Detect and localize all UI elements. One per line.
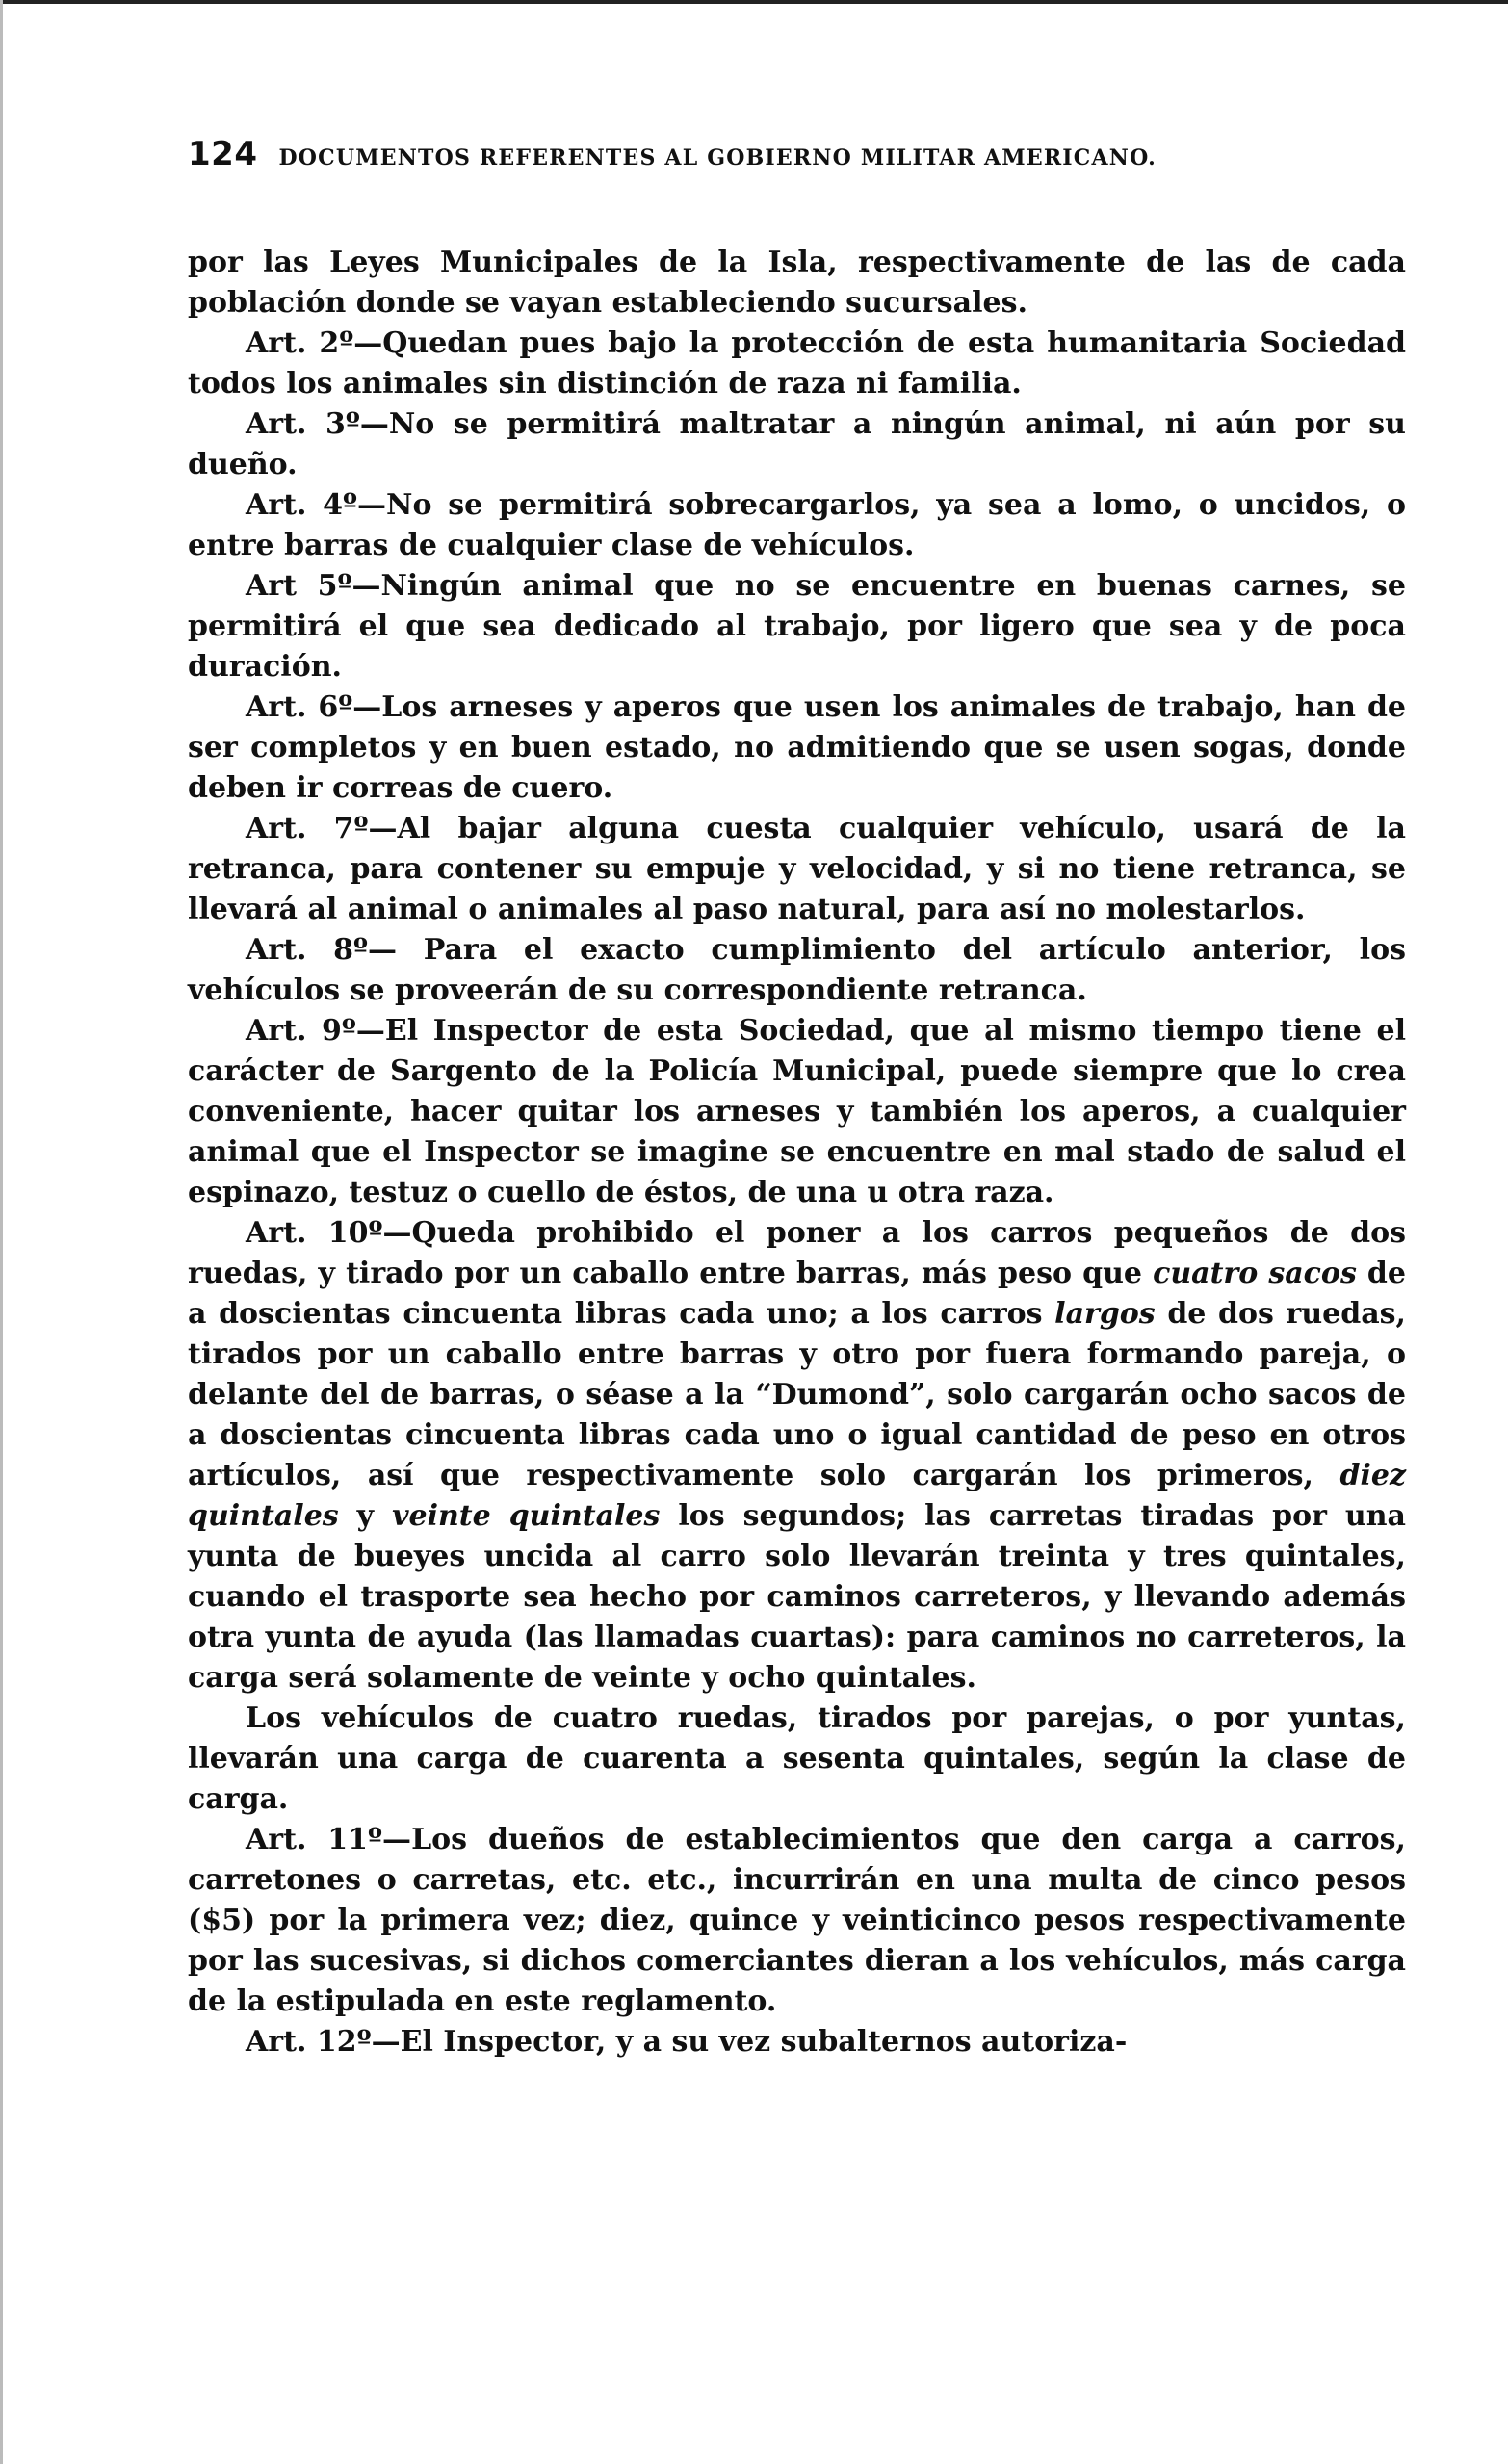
article-number: Art 5º— (246, 569, 381, 603)
article-number: Art. 6º— (246, 690, 382, 724)
article-number: Art. 7º— (246, 812, 398, 845)
body-text (188, 243, 1406, 2062)
article-text: Los arneses y aperos que usen los animales de trabajo, han de ser completos y en buen estado, no admitiendo que se usen sogas, donde deben ir correas de cuero. (188, 690, 1407, 805)
page-number: 124 (188, 135, 258, 173)
paragraph-text: Los vehículos de cuatro ruedas, tirados por parejas, o por yuntas, llevarán una carga de cuarenta a sesenta quintales, según la clase de carga. (188, 1701, 1406, 1816)
paragraph-four-wheel-vehicles (188, 1699, 1406, 1820)
article-text: No se permitirá maltratar a ningún animal, ni aún por su dueño. (188, 407, 1406, 481)
running-head (188, 135, 1406, 193)
article-8 (188, 930, 1406, 1011)
article-text-part: de a doscientas cincuenta libras cada uno; a los carros (188, 1257, 1406, 1331)
scan-edge-top (0, 0, 1508, 4)
article-text-part: de dos ruedas, tirados por un caballo entre barras y otro por fuera formando pareja, o delante del de barras, o séase a la “Dumond”, solo cargarán ocho sacos de a doscientas cincuenta libras cada uno o igual cantidad de peso en otros artículos, así que respectivamente solo cargarán los primeros, (188, 1297, 1406, 1492)
article-4 (188, 485, 1406, 566)
article-text-italic: cuatro sacos (1153, 1257, 1357, 1290)
article-number: Art. 8º— (246, 933, 424, 967)
article-text: Para el exacto cumplimiento del artículo anterior, los vehículos se proveerán de su correspondiente retranca. (188, 933, 1406, 1007)
article-number: Art. 4º— (246, 488, 387, 522)
article-7 (188, 809, 1406, 930)
book-page (188, 135, 1406, 2062)
scan-edge-left (0, 0, 3, 2464)
article-text: Ningún animal que no se encuentre en buenas carnes, se permitirá el que sea dedicado al trabajo, por ligero que sea y de poca duración. (188, 569, 1406, 684)
article-9 (188, 1011, 1406, 1213)
article-text: Quedan pues bajo la protección de esta humanitaria Sociedad todos los animales sin distinción de raza ni familia. (188, 326, 1407, 401)
article-number: Art. 10º— (246, 1216, 412, 1250)
article-text-italic: diez quintales (188, 1459, 1406, 1533)
article-number: Art. 12º— (246, 2025, 401, 2059)
article-text: Los dueños de establecimientos que den carga a carros, carretones o carretas, etc. etc., incurrirán en una multa de cinco pesos ($5) por la primera vez; diez, quince y veinticinco pesos respectivamente por las sucesivas, si dichos comerciantes dieran a los vehículos, más carga de la estipulada en este reglamento. (188, 1823, 1407, 2018)
article-2 (188, 324, 1406, 404)
article-text-part: los segundos; las carretas tiradas por una yunta de bueyes uncida al carro solo llevarán treinta y tres quintales, cuando el trasporte sea hecho por caminos carreteros, y llevando además otra yunta de ayuda (las llamadas cuartas): para caminos no carreteros, la carga será solamente de veinte y ocho quintales. (188, 1499, 1406, 1695)
article-6 (188, 687, 1406, 809)
article-number: Art. 11º— (246, 1823, 412, 1856)
article-10 (188, 1213, 1406, 1699)
article-text: El Inspector, y a su vez subalternos autoriza- (400, 2025, 1128, 2059)
article-text-italic: largos (1054, 1297, 1156, 1331)
running-title: DOCUMENTOS REFERENTES AL GOBIERNO MILITAR AMERICANO. (278, 145, 1157, 170)
article-text-italic: veinte quintales (392, 1499, 661, 1533)
article-11 (188, 1820, 1406, 2022)
paragraph-text: por las Leyes Municipales de la Isla, respectivamente de las de cada población donde se vayan estableciendo sucursales. (188, 246, 1406, 320)
paragraph-continuation (188, 243, 1406, 324)
article-5 (188, 566, 1406, 687)
article-number: Art. 9º— (246, 1014, 385, 1048)
article-text: El Inspector de esta Sociedad, que al mismo tiempo tiene el carácter de Sargento de la Policía Municipal, puede siempre que lo crea conveniente, hacer quitar los arneses y también los aperos, a cualquier animal que el Inspector se imagine se encuentre en mal stado de salud el espinazo, testuz o cuello de éstos, de una u otra raza. (188, 1014, 1407, 1209)
article-text-part: y (338, 1499, 393, 1533)
article-text: No se permitirá sobrecargarlos, ya sea a lomo, o uncidos, o entre barras de cualquier clase de vehículos. (188, 488, 1406, 562)
article-3 (188, 404, 1406, 485)
article-text: Al bajar alguna cuesta cualquier vehículo, usará de la retranca, para contener su empuje y velocidad, y si no tiene retranca, se llevará al animal o animales al paso natural, para así no molestarlos. (188, 812, 1406, 926)
article-12 (188, 2022, 1406, 2062)
article-number: Art. 2º— (246, 326, 383, 360)
article-number: Art. 3º— (246, 407, 389, 441)
article-text-part: Queda prohibido el poner a los carros pequeños de dos ruedas, y tirado por un caballo entre barras, más peso que (188, 1216, 1406, 1290)
